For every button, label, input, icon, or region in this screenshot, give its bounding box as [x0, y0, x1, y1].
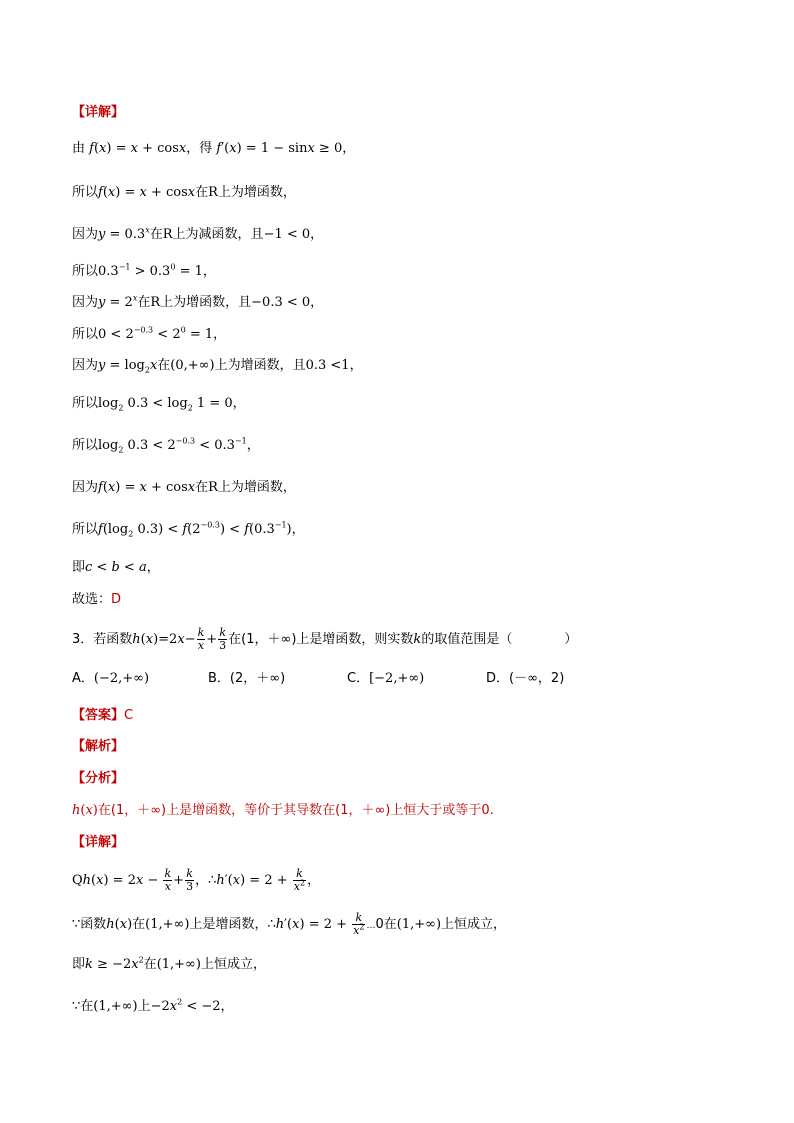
solution-line-1: 由 f(x) = x + cosx，得 f′(x) = 1 − sinx ≥ 0， [72, 141, 356, 156]
solution-line-7: 因为$y = \log_2x$在(0,+∞)上为增函数，且0.3 <1， [72, 358, 363, 375]
fenxi-heading: 【分析】 [72, 771, 125, 786]
fenxi-text: h(x)在(1，＋∞)上是增函数，等价于其导数在(1，＋∞)上恒大于或等于0. [72, 803, 494, 818]
solution-line-2: 所以f(x) = x + cosx在R上为增函数， [72, 185, 296, 200]
detail-line-1: Qh(x) = 2x − $\frac{k}{x}$ + $\frac{k}{3}$ ，∴h′(x) = 2 + $\frac{k}{x^2}$ ， [72, 867, 321, 893]
option-a: A．(−2,+∞) [72, 671, 150, 686]
analysis-heading: 【解析】 [72, 739, 125, 754]
answer-value: C [124, 708, 134, 723]
detail-line-4: ∵在(1,+∞)上$-2x^2 < -2$， [72, 997, 234, 1014]
answer-d: D [111, 592, 122, 607]
solution-line-12: 即c < b < a， [72, 560, 160, 575]
solution-line-8: 所以$\log_2 0.3 < \log_2 1 = 0$， [72, 396, 246, 413]
answer-heading: 【答案】C [72, 708, 134, 723]
solution-line-6: 所以$0 < 2^{-0.3} < 2^0 = 1$， [72, 325, 227, 342]
option-b: B．(2，＋∞) [208, 671, 286, 686]
detail-heading: 【详解】 [72, 105, 125, 120]
detail-line-2: ∵函数h(x)在(1,+∞)上是增函数，∴h′(x) = 2 + $\frac{k}{x^2}$ …0在(1,+∞)上恒成立， [72, 911, 507, 937]
detail-line-3: 即$k \ge -2x^2$在(1,+∞)上恒成立， [72, 955, 266, 972]
solution-line-9: 所以$\log_2 0.3 < 2^{-0.3} < 0.3^{-1}$， [72, 436, 260, 455]
solution-line-11: 所以$f(\log_2$ $0.3) < f(2^{-0.3}) < f(0.3^{-1})$， [72, 520, 305, 539]
detail-heading-2: 【详解】 [72, 835, 125, 850]
solution-line-13: 故选：D [72, 592, 122, 607]
question-3: 3．若函数h(x)=2x− $\frac{k}{x}$ + $\frac{k}{3}$ 在(1，＋∞)上是增函数，则实数k的取值范围是（ ） [72, 626, 578, 652]
solution-line-5: 因为$y = 2^x$在R上为增函数，且−0.3 < 0， [72, 293, 324, 310]
solution-line-3: 因为$y = 0.3^x$在R上为减函数，且−1 < 0， [72, 225, 324, 242]
solution-line-4: 所以$0.3^{-1} > 0.3^0 = 1$， [72, 262, 216, 279]
solution-line-10: 因为f(x) = x + cosx在R上为增函数， [72, 480, 296, 495]
option-d: D．(－∞，2) [486, 671, 565, 686]
option-c: C．[−2,+∞) [347, 671, 425, 686]
